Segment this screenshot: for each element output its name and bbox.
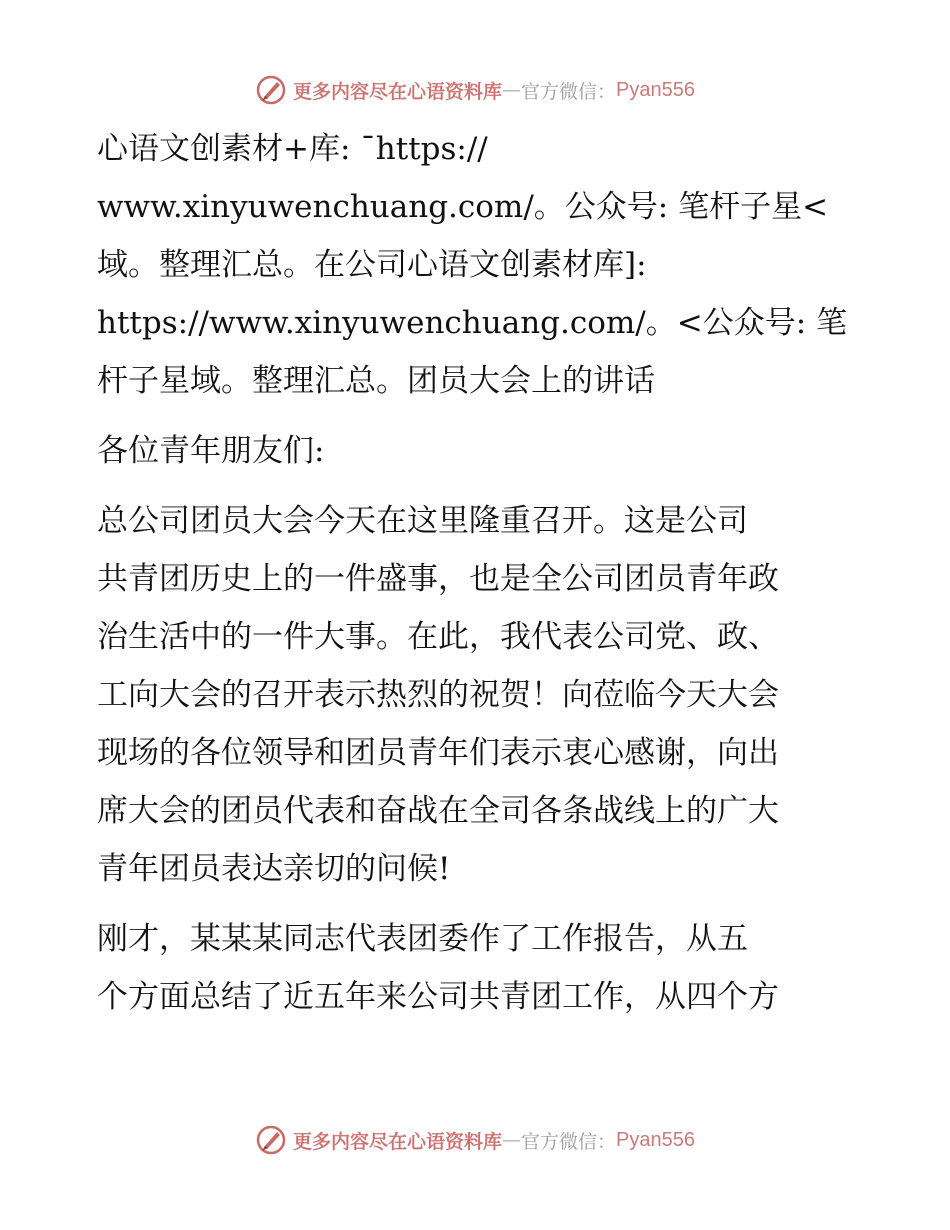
header-watermark <box>0 70 950 110</box>
text-line: https://www.xinyuwenchuang.com/。<公众号: 笔 <box>97 305 848 341</box>
text-line: 共青团历史上的一件盛事，也是全公司团员青年政 <box>97 561 779 597</box>
watermark-text: 更多内容尽在心语资料库 <box>293 1130 503 1153</box>
text-line: 心语文创素材+库: ¯https:// <box>97 131 488 167</box>
watermark-wechat-label: 官方微信： <box>521 80 617 103</box>
text-line: 个方面总结了近五年来公司共青团工作，从四个方 <box>97 979 779 1015</box>
quill-seal-icon <box>255 1124 287 1156</box>
quill-seal-icon <box>255 74 287 106</box>
text-line: 工向大会的召开表示热烈的祝贺！向莅临今天大会 <box>97 677 779 713</box>
paragraph-opening <box>97 492 849 898</box>
watermark-wechat-id: Pyan556 <box>616 1128 695 1151</box>
text-line: 现场的各位领导和团员青年们表示衷心感谢，向出 <box>97 735 779 771</box>
watermark-separator: — <box>502 1129 522 1151</box>
text-line: 席大会的团员代表和奋战在全司各条战线上的广大 <box>97 793 779 829</box>
text-line: 治生活中的一件大事。在此，我代表公司党、政、 <box>97 619 779 655</box>
watermark-text: 更多内容尽在心语资料库 <box>293 80 503 103</box>
paragraph-intro <box>97 120 849 410</box>
watermark-wechat-label: 官方微信： <box>521 1130 617 1153</box>
text-line: www.xinyuwenchuang.com/。公众号: 笔杆子星< <box>97 189 829 225</box>
text-line: 总公司团员大会今天在这里隆重召开。这是公司 <box>97 503 748 539</box>
paragraph-salutation <box>97 422 849 480</box>
watermark-separator: — <box>502 79 522 101</box>
text-line: 刚才，某某某同志代表团委作了工作报告，从五 <box>97 921 748 957</box>
text-line: 域。整理汇总。在公司心语文创素材库]: <box>97 247 647 283</box>
text-line: 杆子星域。整理汇总。团员大会上的讲话 <box>97 363 655 399</box>
watermark-wechat-id: Pyan556 <box>616 78 695 101</box>
text-line: 青年团员表达亲切的问候! <box>97 851 451 887</box>
document-body <box>97 120 849 1038</box>
footer-watermark <box>0 1120 950 1160</box>
paragraph-report <box>97 910 849 1026</box>
text-line: 各位青年朋友们: <box>97 433 325 469</box>
